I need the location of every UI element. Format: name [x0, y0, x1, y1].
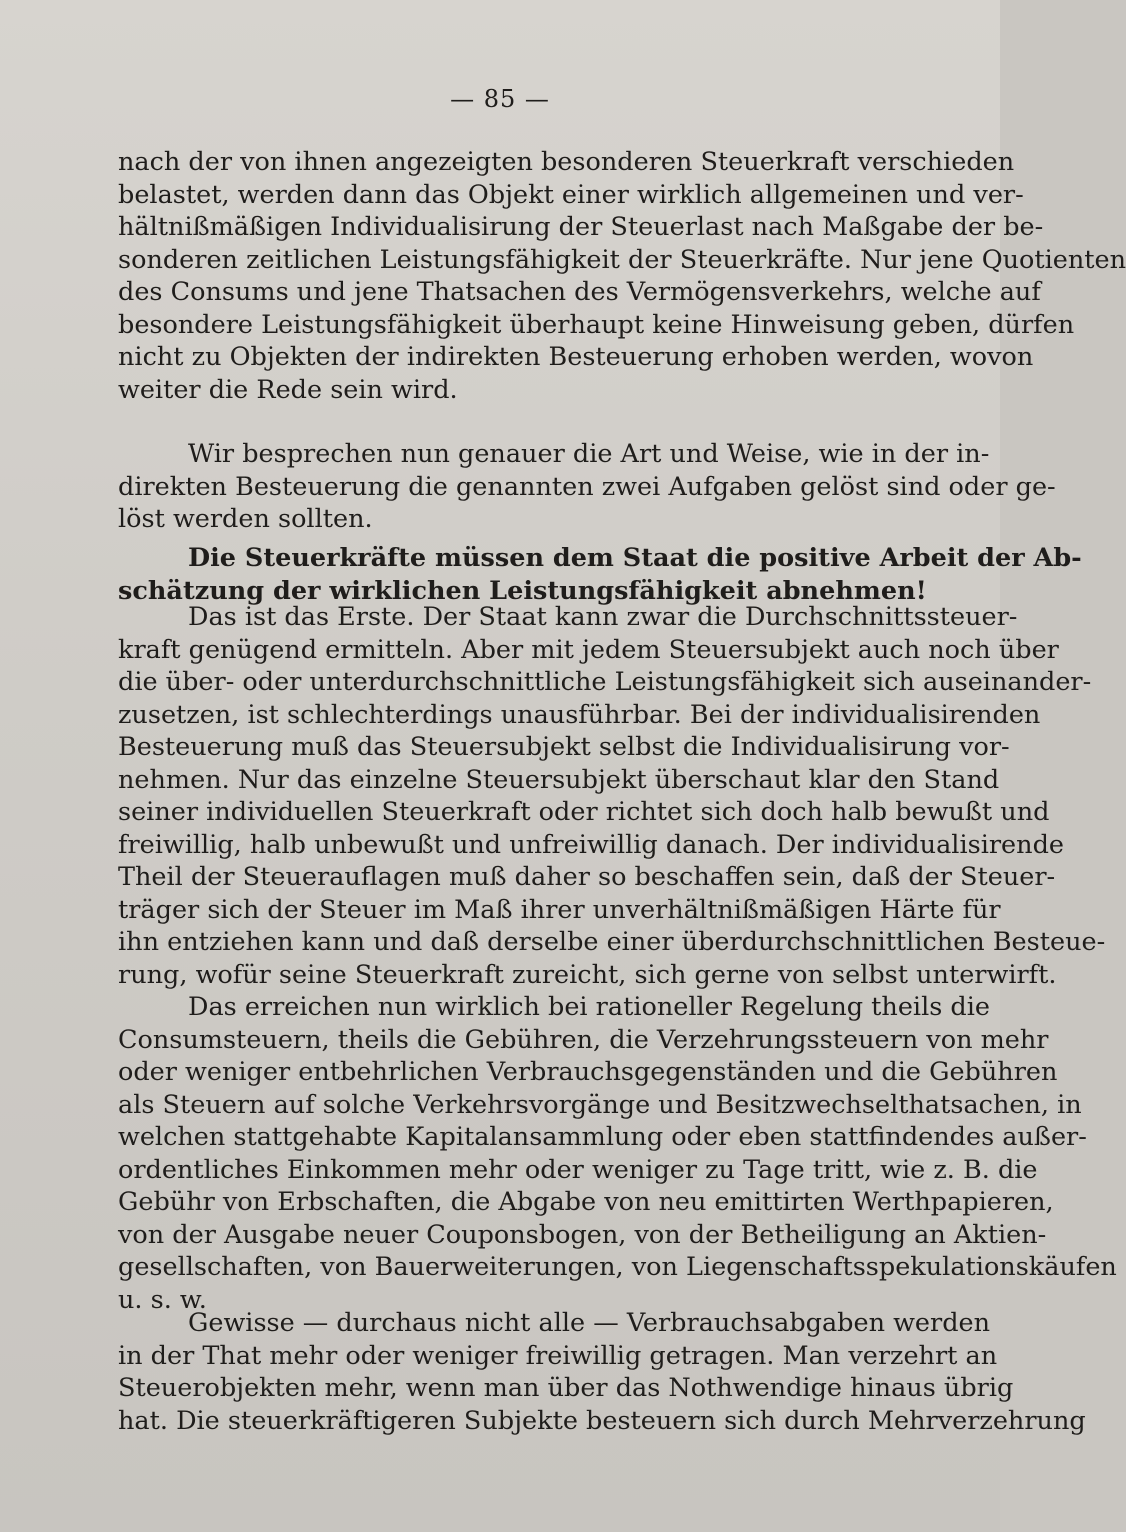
heading-line: Die Steuerkräfte müssen dem Staat die positive Arbeit der Ab-: [188, 543, 1082, 573]
text-line: weiter die Rede sein wird.: [118, 374, 458, 405]
text-line: zusetzen, ist schlechterdings unausführbar. Bei der individualisirenden: [118, 699, 1041, 730]
text-line: Wir besprechen nun genauer die Art und Weise, wie in der in-: [188, 439, 990, 469]
text-line: gesellschaften, von Bauerweiterungen, von Liegenschaftsspekulationskäufen: [118, 1252, 1117, 1282]
text-line: die über- oder unterdurchschnittliche Leistungsfähigkeit sich auseinander-: [118, 667, 1092, 697]
text-line: löst werden sollten.: [118, 504, 373, 534]
paragraph-2: [118, 438, 1056, 536]
text-line: Das ist das Erste. Der Staat kann zwar die Durchschnittssteuer-: [188, 602, 1018, 632]
text-line: Gewisse — durchaus nicht alle — Verbrauchsabgaben werden: [188, 1308, 991, 1338]
text-line: oder weniger entbehrlichen Verbrauchsgegenständen und die Gebühren: [118, 1057, 1058, 1087]
text-line: ihn entziehen kann und daß derselbe einer überdurchschnittlichen Besteue-: [118, 927, 1106, 957]
text-line: Das erreichen nun wirklich bei rationeller Regelung theils die: [188, 992, 991, 1022]
paragraph-5: [118, 1307, 1086, 1437]
text-line: des Consums und jene Thatsachen des Vermögensverkehrs, welche auf: [118, 277, 1041, 307]
text-line: von der Ausgabe neuer Couponsbogen, von der Betheiligung an Aktien-: [118, 1219, 1047, 1250]
text-line: als Steuern auf solche Verkehrsvorgänge und Besitzwechselthatsachen, in: [118, 1089, 1082, 1120]
text-line: freiwillig, halb unbewußt und unfreiwillig danach. Der individualisirende: [118, 829, 1064, 860]
text-line: kraft genügend ermitteln. Aber mit jedem Steuersubjekt auch noch über: [118, 634, 1059, 665]
text-line: Steuerobjekten mehr, wenn man über das Nothwendige hinaus übrig: [118, 1373, 1014, 1403]
text-line: Besteuerung muß das Steuersubjekt selbst die Individualisirung vor-: [118, 732, 1010, 762]
emphasis-heading: [118, 542, 1082, 607]
heading-line: schätzung der wirklichen Leistungsfähigkeit abnehmen!: [118, 575, 927, 606]
text-line: nicht zu Objekten der indirekten Besteuerung erhoben werden, wovon: [118, 342, 1034, 372]
text-line: rung, wofür seine Steuerkraft zureicht, sich gerne von selbst unterwirft.: [118, 959, 1057, 990]
paragraph-4: [118, 601, 1117, 1316]
text-line: welchen stattgehabte Kapitalansammlung oder eben stattfindendes außer-: [118, 1122, 1087, 1152]
text-line: hältnißmäßigen Individualisirung der Steuerlast nach Maßgabe der be-: [118, 212, 1044, 242]
text-line: Theil der Steuerauflagen muß daher so beschaffen sein, daß der Steuer-: [118, 862, 1056, 892]
text-line: ordentliches Einkommen mehr oder weniger zu Tage tritt, wie z. B. die: [118, 1154, 1038, 1185]
text-line: direkten Besteuerung die genannten zwei Aufgaben gelöst sind oder ge-: [118, 471, 1056, 502]
text-line: Gebühr von Erbschaften, die Abgabe von neu emittirten Werthpapieren,: [118, 1187, 1054, 1217]
text-line: in der That mehr oder weniger freiwillig getragen. Man verzehrt an: [118, 1340, 998, 1371]
text-line: Consumsteuern, theils die Gebühren, die Verzehrungssteuern von mehr: [118, 1024, 1049, 1055]
text-line: nach der von ihnen angezeigten besonderen Steuerkraft verschieden: [118, 147, 1015, 177]
page-number: — 85 —: [450, 85, 550, 113]
text-line: träger sich der Steuer im Maß ihrer unverhältnißmäßigen Härte für: [118, 894, 1001, 925]
paragraph-1: [118, 146, 1126, 406]
text-line: besondere Leistungsfähigkeit überhaupt keine Hinweisung geben, dürfen: [118, 309, 1075, 340]
text-line: belastet, werden dann das Objekt einer wirklich allgemeinen und ver-: [118, 179, 1024, 210]
text-line: seiner individuellen Steuerkraft oder richtet sich doch halb bewußt und: [118, 797, 1050, 827]
text-line: u. s. w.: [118, 1284, 207, 1315]
text-line: nehmen. Nur das einzelne Steuersubjekt überschaut klar den Stand: [118, 764, 1000, 795]
text-line: hat. Die steuerkräftigeren Subjekte besteuern sich durch Mehrverzehrung: [118, 1405, 1086, 1436]
text-line: sonderen zeitlichen Leistungsfähigkeit der Steuerkräfte. Nur jene Quotienten: [118, 244, 1126, 275]
